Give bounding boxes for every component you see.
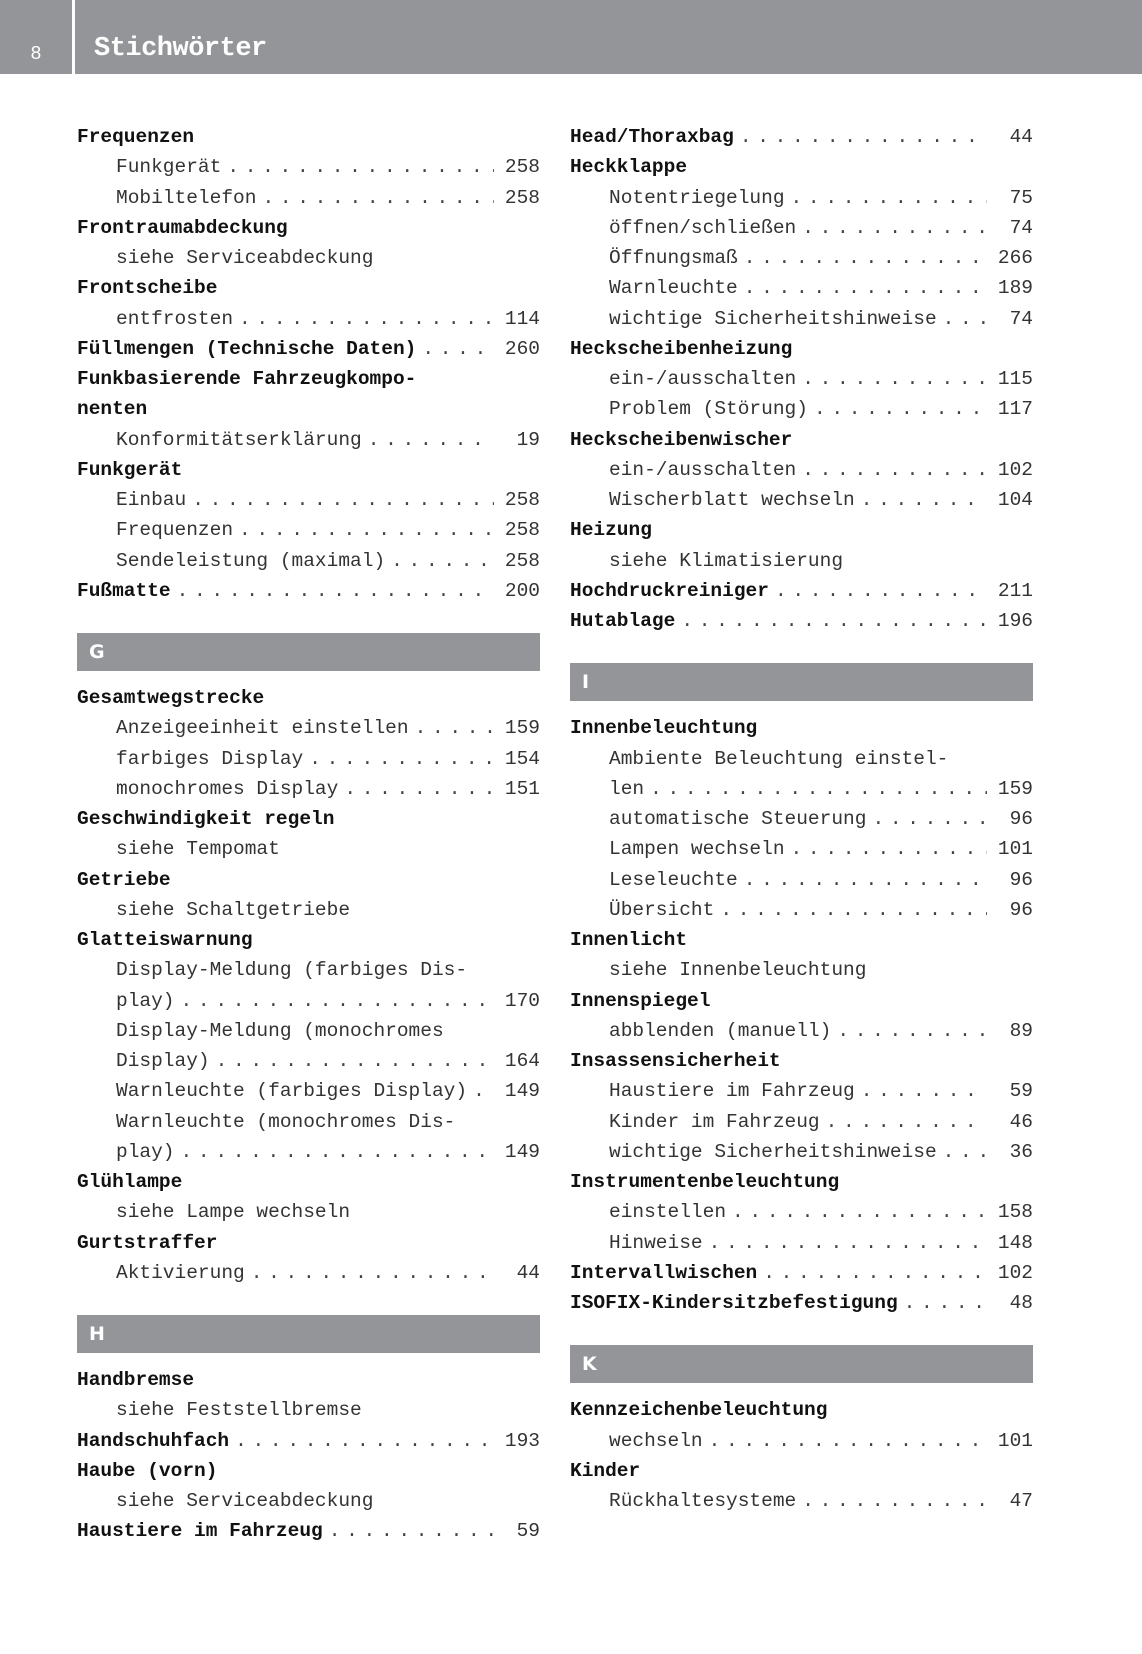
page-reference: 117 bbox=[997, 398, 1033, 421]
page-reference: 48 bbox=[1009, 1292, 1033, 1314]
index-subentry[interactable] bbox=[570, 834, 1033, 864]
entry-text: siehe Lampe wechseln bbox=[116, 1201, 351, 1224]
dot-leader bbox=[791, 183, 987, 213]
index-entry[interactable] bbox=[77, 334, 540, 364]
section-letter-bar: G bbox=[77, 633, 540, 671]
entry-text: Display-Meldung (farbiges Dis- bbox=[116, 959, 468, 982]
entry-text: play) bbox=[116, 1140, 175, 1163]
index-subentry[interactable] bbox=[570, 1228, 1033, 1258]
index-subentry[interactable] bbox=[570, 485, 1033, 515]
dot-leader bbox=[681, 606, 987, 636]
page-reference: 148 bbox=[997, 1231, 1033, 1254]
entry-text: Kennzeichenbeleuchtung bbox=[570, 1399, 828, 1422]
dot-leader bbox=[239, 304, 494, 334]
entry-text: ISOFIX-Kindersitzbefestigung bbox=[570, 1292, 898, 1314]
index-subentry[interactable] bbox=[570, 774, 1033, 804]
entry-text: farbiges Display bbox=[116, 747, 304, 770]
entry-text: Mobiltelefon bbox=[116, 186, 257, 209]
index-entry[interactable] bbox=[77, 364, 540, 394]
index-entry[interactable] bbox=[570, 986, 1033, 1016]
index-entry[interactable] bbox=[570, 425, 1033, 455]
entry-text: Haustiere im Fahrzeug bbox=[609, 1080, 855, 1103]
page-title: Stichwörter bbox=[94, 34, 267, 64]
entry-text: nenten bbox=[77, 398, 148, 421]
index-subentry[interactable] bbox=[77, 1016, 540, 1046]
index-subentry[interactable] bbox=[570, 804, 1033, 834]
index-entry[interactable] bbox=[77, 1167, 540, 1197]
entry-text: Einbau bbox=[116, 489, 187, 511]
page-reference: 96 bbox=[1009, 808, 1033, 830]
index-entry[interactable] bbox=[570, 1395, 1033, 1425]
index-subentry[interactable] bbox=[570, 1426, 1033, 1456]
dot-leader bbox=[861, 485, 987, 515]
index-subentry[interactable] bbox=[77, 986, 540, 1016]
index-subentry[interactable] bbox=[77, 515, 540, 545]
index-subentry[interactable] bbox=[570, 394, 1033, 424]
index-entry[interactable] bbox=[570, 1288, 1033, 1318]
entry-text: Lampen wechseln bbox=[609, 838, 785, 861]
index-entry[interactable] bbox=[77, 925, 540, 955]
dot-leader bbox=[177, 576, 494, 606]
page-reference: 260 bbox=[504, 337, 540, 360]
index-subentry[interactable] bbox=[570, 1137, 1033, 1167]
index-subentry[interactable] bbox=[77, 1486, 540, 1516]
entry-text: Haustiere im Fahrzeug bbox=[77, 1520, 323, 1543]
page-reference: 47 bbox=[1009, 1490, 1033, 1512]
page-reference: 101 bbox=[997, 838, 1033, 861]
section-letter-bar: I bbox=[570, 663, 1033, 701]
page-reference: 258 bbox=[504, 549, 540, 572]
dot-leader bbox=[181, 986, 494, 1016]
page-reference: 36 bbox=[1009, 1140, 1033, 1163]
dot-leader bbox=[251, 1258, 494, 1288]
entry-text: siehe Feststellbremse bbox=[116, 1399, 362, 1422]
page-reference: 200 bbox=[504, 579, 540, 602]
index-entry[interactable] bbox=[77, 1516, 540, 1546]
index-subentry[interactable] bbox=[570, 1016, 1033, 1046]
entry-text: Heckklappe bbox=[570, 156, 688, 179]
entry-text: Funkgerät bbox=[116, 156, 222, 179]
index-entry[interactable] bbox=[77, 576, 540, 606]
dot-leader bbox=[775, 576, 987, 606]
entry-text: siehe Serviceabdeckung bbox=[116, 247, 374, 269]
dot-leader bbox=[802, 213, 987, 243]
entry-text: Kinder im Fahrzeug bbox=[609, 1110, 820, 1133]
index-entry[interactable] bbox=[570, 925, 1033, 955]
dot-leader bbox=[763, 1258, 987, 1288]
index-subentry[interactable] bbox=[570, 744, 1033, 774]
page-reference: 170 bbox=[504, 989, 540, 1012]
dot-leader bbox=[329, 1516, 494, 1546]
entry-text: Frequenzen bbox=[116, 519, 234, 542]
page-reference: 102 bbox=[997, 1261, 1033, 1284]
index-subentry[interactable] bbox=[77, 1076, 540, 1106]
entry-text: Haube (vorn) bbox=[77, 1459, 218, 1482]
index-subentry[interactable] bbox=[570, 183, 1033, 213]
page-reference: 44 bbox=[1009, 126, 1033, 148]
page-reference: 151 bbox=[504, 777, 540, 800]
index-entry[interactable] bbox=[77, 394, 540, 424]
index-subentry[interactable] bbox=[77, 425, 540, 455]
entry-text: siehe Klimatisierung bbox=[609, 549, 844, 572]
index-subentry[interactable] bbox=[570, 213, 1033, 243]
entry-text: Sendeleistung (maximal) bbox=[116, 549, 386, 572]
index-entry[interactable] bbox=[570, 606, 1033, 636]
page-reference: 193 bbox=[504, 1429, 540, 1452]
entry-text: Handschuhfach bbox=[77, 1429, 230, 1452]
entry-text: Insassensicherheit bbox=[570, 1050, 781, 1072]
entry-text: siehe Tempomat bbox=[116, 838, 280, 861]
page-reference: 59 bbox=[516, 1520, 540, 1543]
index-subentry[interactable] bbox=[77, 1197, 540, 1227]
index-subentry[interactable] bbox=[570, 895, 1033, 925]
entry-text: Gesamtwegstrecke bbox=[77, 687, 265, 709]
entry-text: ein-/ausschalten bbox=[609, 368, 797, 390]
dot-leader bbox=[802, 1486, 987, 1516]
index-subentry[interactable] bbox=[77, 774, 540, 804]
entry-text: Intervallwischen bbox=[570, 1261, 758, 1284]
entry-text: Frontscheibe bbox=[77, 277, 218, 300]
entry-text: Hochdruckreiniger bbox=[570, 579, 769, 602]
index-entry[interactable] bbox=[77, 1365, 540, 1395]
index-column-left bbox=[77, 122, 540, 1547]
entry-text: siehe Schaltgetriebe bbox=[116, 898, 351, 921]
index-subentry[interactable] bbox=[77, 152, 540, 182]
entry-text: abblenden (manuell) bbox=[609, 1019, 832, 1042]
page-reference: 149 bbox=[504, 1080, 540, 1103]
page-reference: 164 bbox=[504, 1050, 540, 1072]
dot-leader bbox=[239, 515, 494, 545]
page-reference: 96 bbox=[1009, 868, 1033, 891]
index-entry[interactable] bbox=[570, 152, 1033, 182]
dot-leader bbox=[802, 455, 987, 485]
entry-text: automatische Steuerung bbox=[609, 808, 867, 830]
entry-text: Frontraumabdeckung bbox=[77, 216, 288, 239]
index-entry[interactable] bbox=[77, 1426, 540, 1456]
index-subentry[interactable] bbox=[570, 364, 1033, 394]
index-subentry[interactable] bbox=[77, 1046, 540, 1076]
section-letter-bar: H bbox=[77, 1315, 540, 1353]
index-entry[interactable] bbox=[570, 1456, 1033, 1486]
dot-leader bbox=[837, 1016, 987, 1046]
entry-text: Heckscheibenheizung bbox=[570, 337, 793, 360]
index-subentry[interactable] bbox=[77, 243, 540, 273]
page-reference: 102 bbox=[997, 458, 1033, 481]
entry-text: Funkbasierende Fahrzeugkompo- bbox=[77, 368, 417, 390]
dot-leader bbox=[235, 1426, 494, 1456]
index-entry[interactable] bbox=[570, 1046, 1033, 1076]
dot-leader bbox=[216, 1046, 494, 1076]
index-subentry[interactable] bbox=[570, 865, 1033, 895]
index-subentry[interactable] bbox=[77, 546, 540, 576]
page-reference: 258 bbox=[504, 186, 540, 209]
page-reference: 101 bbox=[997, 1429, 1033, 1452]
dot-leader bbox=[826, 1107, 987, 1137]
page-reference: 266 bbox=[997, 247, 1033, 269]
index-entry[interactable] bbox=[77, 865, 540, 895]
entry-text: play) bbox=[116, 989, 175, 1012]
page-number: 8 bbox=[0, 0, 75, 74]
index-entry[interactable] bbox=[570, 576, 1033, 606]
index-subentry[interactable] bbox=[77, 485, 540, 515]
entry-text: monochromes Display bbox=[116, 777, 339, 800]
index-entry[interactable] bbox=[77, 1456, 540, 1486]
entry-text: Füllmengen (Technische Daten) bbox=[77, 337, 417, 360]
entry-text: Glatteiswarnung bbox=[77, 929, 253, 951]
page-reference: 115 bbox=[997, 368, 1033, 390]
entry-text: Hutablage bbox=[570, 610, 676, 632]
entry-text: Warnleuchte (monochromes Dis- bbox=[116, 1110, 456, 1133]
entry-text: Heizung bbox=[570, 519, 652, 542]
page-reference: 75 bbox=[1009, 186, 1033, 209]
index-entry[interactable] bbox=[77, 273, 540, 303]
entry-text: Frequenzen bbox=[77, 126, 195, 148]
index-subentry[interactable] bbox=[77, 1258, 540, 1288]
dot-leader bbox=[227, 152, 494, 182]
dot-leader bbox=[309, 744, 494, 774]
index-entry[interactable] bbox=[77, 683, 540, 713]
entry-text: Warnleuchte (farbiges Display) bbox=[116, 1080, 468, 1103]
dot-leader bbox=[709, 1426, 987, 1456]
index-subentry[interactable] bbox=[77, 895, 540, 925]
dot-leader bbox=[720, 895, 987, 925]
page-reference: 74 bbox=[1009, 307, 1033, 330]
page-header bbox=[0, 0, 1142, 74]
dot-leader bbox=[192, 485, 494, 515]
entry-text: wichtige Sicherheitshinweise bbox=[609, 307, 937, 330]
page-reference: 196 bbox=[997, 610, 1033, 632]
index-entry[interactable] bbox=[77, 804, 540, 834]
entry-text: Kinder bbox=[570, 1459, 641, 1482]
entry-text: Anzeigeeinheit einstellen bbox=[116, 717, 409, 740]
page-reference: 158 bbox=[997, 1201, 1033, 1224]
page-reference: 154 bbox=[504, 747, 540, 770]
index-subentry[interactable] bbox=[570, 304, 1033, 334]
entry-text: Problem (Störung) bbox=[609, 398, 808, 421]
index-entry[interactable] bbox=[570, 122, 1033, 152]
index-entry[interactable] bbox=[77, 122, 540, 152]
page-reference: 258 bbox=[504, 519, 540, 542]
dot-leader bbox=[473, 1076, 494, 1106]
entry-text: Handbremse bbox=[77, 1369, 195, 1391]
entry-text: Innenspiegel bbox=[570, 989, 711, 1012]
index-entry[interactable] bbox=[570, 1167, 1033, 1197]
entry-text: Innenlicht bbox=[570, 929, 688, 951]
page-reference: 74 bbox=[1009, 216, 1033, 239]
entry-text: siehe Innenbeleuchtung bbox=[609, 959, 867, 982]
page-reference: 159 bbox=[504, 717, 540, 740]
page-reference: 114 bbox=[504, 307, 540, 330]
index-entry[interactable] bbox=[570, 713, 1033, 743]
page-reference: 89 bbox=[1009, 1019, 1033, 1042]
section-letter-bar: K bbox=[570, 1345, 1033, 1383]
index-column-right bbox=[570, 122, 1033, 1516]
entry-text: entfrosten bbox=[116, 307, 234, 330]
dot-leader bbox=[943, 304, 987, 334]
entry-text: Funkgerät bbox=[77, 458, 183, 481]
dot-leader bbox=[650, 774, 987, 804]
entry-text: Hinweise bbox=[609, 1231, 703, 1254]
index-subentry[interactable] bbox=[77, 1107, 540, 1137]
index-subentry[interactable] bbox=[77, 1395, 540, 1425]
entry-text: siehe Serviceabdeckung bbox=[116, 1490, 374, 1512]
page-reference: 19 bbox=[516, 428, 540, 451]
entry-text: Innenbeleuchtung bbox=[570, 717, 758, 740]
index-subentry[interactable] bbox=[570, 243, 1033, 273]
dot-leader bbox=[802, 364, 987, 394]
page-reference: 258 bbox=[504, 156, 540, 179]
dot-leader bbox=[391, 546, 494, 576]
entry-text: wechseln bbox=[609, 1429, 703, 1452]
page-reference: 159 bbox=[997, 777, 1033, 800]
entry-text: öffnen/schließen bbox=[609, 216, 797, 239]
entry-text: Leseleuchte bbox=[609, 868, 738, 891]
entry-text: Gurtstraffer bbox=[77, 1231, 218, 1254]
index-subentry[interactable] bbox=[77, 713, 540, 743]
entry-text: Display) bbox=[116, 1050, 210, 1072]
page-reference: 189 bbox=[997, 277, 1033, 300]
entry-text: Geschwindigkeit regeln bbox=[77, 808, 335, 830]
entry-text: Warnleuchte bbox=[609, 277, 738, 300]
index-subentry[interactable] bbox=[570, 455, 1033, 485]
index-subentry[interactable] bbox=[77, 955, 540, 985]
entry-text: Aktivierung bbox=[116, 1261, 245, 1284]
index-subentry[interactable] bbox=[570, 955, 1033, 985]
entry-text: Notentriegelung bbox=[609, 186, 785, 209]
index-subentry[interactable] bbox=[570, 273, 1033, 303]
dot-leader bbox=[732, 1197, 987, 1227]
index-subentry[interactable] bbox=[77, 304, 540, 334]
index-subentry[interactable] bbox=[570, 1076, 1033, 1106]
index-subentry[interactable] bbox=[570, 1107, 1033, 1137]
index-entry[interactable] bbox=[570, 515, 1033, 545]
dot-leader bbox=[422, 334, 494, 364]
dot-leader bbox=[181, 1137, 494, 1167]
dot-leader bbox=[904, 1288, 987, 1318]
index-entry[interactable] bbox=[77, 213, 540, 243]
entry-text: Wischerblatt wechseln bbox=[609, 489, 855, 511]
entry-text: len bbox=[609, 777, 645, 800]
index-subentry[interactable] bbox=[570, 1197, 1033, 1227]
index-subentry[interactable] bbox=[570, 1486, 1033, 1516]
dot-leader bbox=[368, 425, 494, 455]
entry-text: Head/Thoraxbag bbox=[570, 126, 734, 148]
entry-text: Glühlampe bbox=[77, 1171, 183, 1193]
dot-leader bbox=[814, 394, 987, 424]
index-subentry[interactable] bbox=[77, 1137, 540, 1167]
dot-leader bbox=[344, 774, 494, 804]
page-reference: 149 bbox=[504, 1140, 540, 1163]
index-subentry[interactable] bbox=[570, 546, 1033, 576]
entry-text: Heckscheibenwischer bbox=[570, 428, 793, 451]
dot-leader bbox=[744, 243, 987, 273]
dot-leader bbox=[872, 804, 987, 834]
entry-text: Öffnungsmaß bbox=[609, 247, 738, 269]
dot-leader bbox=[740, 122, 987, 152]
dot-leader bbox=[744, 865, 987, 895]
entry-text: wichtige Sicherheitshinweise bbox=[609, 1140, 937, 1163]
entry-text: Display-Meldung (monochromes bbox=[116, 1019, 444, 1042]
index-entry[interactable] bbox=[77, 1228, 540, 1258]
index-entry[interactable] bbox=[570, 334, 1033, 364]
page-reference: 96 bbox=[1009, 898, 1033, 921]
dot-leader bbox=[709, 1228, 987, 1258]
entry-text: Übersicht bbox=[609, 898, 715, 921]
entry-text: Instrumentenbeleuchtung bbox=[570, 1171, 840, 1193]
entry-text: Konformitätserklärung bbox=[116, 428, 362, 451]
index-entry[interactable] bbox=[570, 1258, 1033, 1288]
index-subentry[interactable] bbox=[77, 183, 540, 213]
dot-leader bbox=[943, 1137, 987, 1167]
entry-text: Rückhaltesysteme bbox=[609, 1490, 797, 1512]
index-entry[interactable] bbox=[77, 455, 540, 485]
entry-text: Fußmatte bbox=[77, 579, 171, 602]
index-subentry[interactable] bbox=[77, 744, 540, 774]
index-subentry[interactable] bbox=[77, 834, 540, 864]
dot-leader bbox=[262, 183, 494, 213]
page-reference: 46 bbox=[1009, 1110, 1033, 1133]
entry-text: einstellen bbox=[609, 1201, 727, 1224]
dot-leader bbox=[415, 713, 494, 743]
dot-leader bbox=[861, 1076, 987, 1106]
dot-leader bbox=[791, 834, 987, 864]
page-reference: 44 bbox=[516, 1261, 540, 1284]
page-reference: 211 bbox=[997, 579, 1033, 602]
entry-text: ein-/ausschalten bbox=[609, 458, 797, 481]
page-reference: 258 bbox=[504, 489, 540, 511]
entry-text: Getriebe bbox=[77, 868, 171, 891]
dot-leader bbox=[744, 273, 987, 303]
page-reference: 104 bbox=[997, 489, 1033, 511]
entry-text: Ambiente Beleuchtung einstel- bbox=[609, 747, 949, 770]
page-reference: 59 bbox=[1009, 1080, 1033, 1103]
